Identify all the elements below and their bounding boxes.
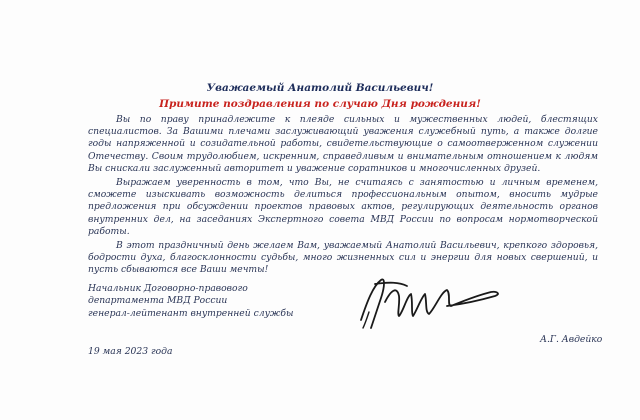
signer-name: А.Г. Авдейко bbox=[540, 334, 603, 345]
letter-paragraph: В этот праздничный день желаем Вам, уважаемый Анатолий Васильевич, крепкого здоровья, бодрости духа, благосклонности судьбы, много жизненных сил и энергии для новых свершений, и пусть сбываются все Ваши мечты! bbox=[88, 240, 598, 276]
letter-paragraph: Выражаем уверенность в том, что Вы, не считаясь с занятостью и личным временем, сможете изыскивать возможность делиться профессиональным опытом, вносить мудрые предложения при обсуждении проектов правовых актов, регулирующих деятельность органов внутренних дел, на заседаниях Экспертного совета МВД России по вопросам нормотворческой работы. bbox=[88, 177, 598, 237]
letter-date: 19 мая 2023 года bbox=[88, 346, 173, 357]
sender-block bbox=[88, 283, 328, 320]
letter-paragraph: Вы по праву принадлежите к плеяде сильных и мужественных людей, блестящих специалистов. За Вашими плечами заслуживающий уважения служебный путь, а также долгие годы напряженной и созидательной работы, свидетельствующие о самоотверженном служении Отечеству. Своим трудолюбием, искренним, справедливым и внимательным отношением к людям Вы снискали заслуженный авторитет и уважение соратников и многочисленных друзей. bbox=[88, 114, 598, 174]
letter-greeting: Уважаемый Анатолий Васильевич! bbox=[206, 82, 434, 94]
handwritten-signature bbox=[355, 272, 505, 332]
sender-line: генерал-лейтенант внутренней службы bbox=[88, 307, 294, 319]
letter-congratulation: Примите поздравления по случаю Дня рождения! bbox=[159, 98, 481, 110]
sender-line: департамента МВД России bbox=[88, 295, 228, 307]
sender-line: Начальник Договорно-правового bbox=[88, 283, 248, 294]
letter-body bbox=[88, 114, 598, 279]
